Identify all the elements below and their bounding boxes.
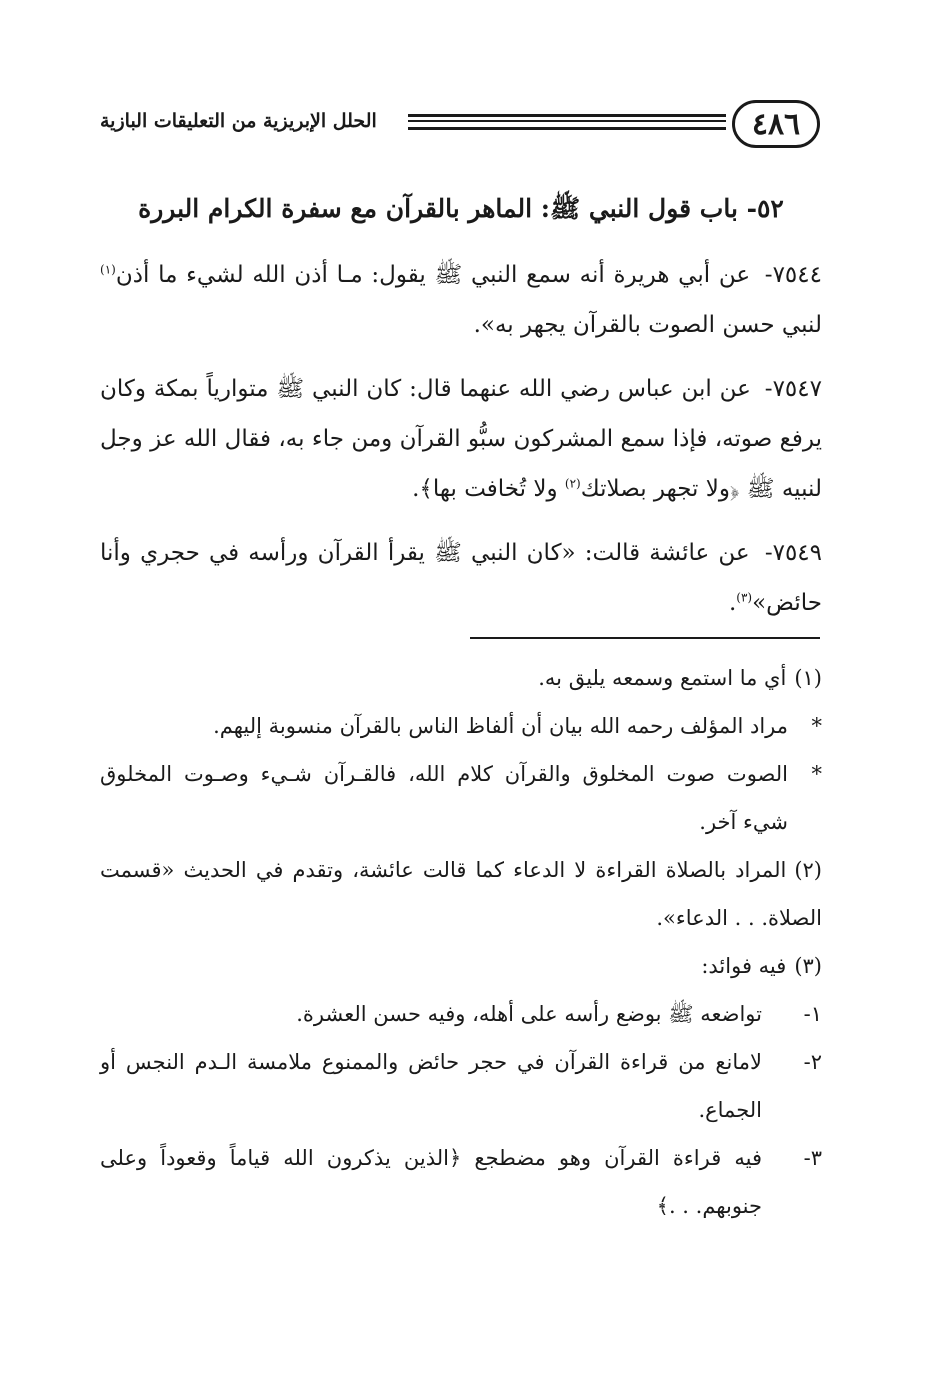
benefit-number: ١- (803, 1002, 822, 1026)
benefit-text: لامانع من قراءة القرآن في حجر حائض والممنوع ملامسة الـدم النجس أو الجماع. (100, 1050, 762, 1122)
hadith-7544 (100, 250, 822, 350)
footnote-text: فيه فوائد: (701, 954, 787, 978)
hadith-text-end: لنبي حسن الصوت بالقرآن يجهر به». (473, 312, 822, 338)
hadith-text: عن عائشة قالت: «كان النبي ﷺ يقرأ القرآن ورأسه في حجري وأنا حائض» (100, 540, 822, 616)
header-rule (408, 114, 726, 130)
footnote-star-item (100, 750, 822, 846)
footnote-marker: (٢) (794, 858, 822, 882)
star-marker: * (811, 762, 822, 786)
footnotes (100, 654, 822, 1230)
footnote-ref[interactable]: (١) (100, 262, 116, 277)
benefit-item (100, 1134, 822, 1230)
star-marker: * (811, 714, 822, 738)
footnote-ref[interactable]: (٢) (564, 476, 581, 491)
footnote-text: المراد بالصلاة القراءة لا الدعاء كما قالت عائشة، وتقدم في الحديث «قسمت الصلاة. . . الدعاء». (100, 858, 822, 930)
hadith-text-end: . (728, 590, 737, 616)
footnote-3 (100, 942, 822, 990)
page-number: ٤٨٦ (732, 100, 820, 148)
footnote-1 (100, 654, 822, 702)
footnote-marker: (٣) (794, 954, 822, 978)
hadith-text-end: ولا تُخافت بها﴾. (412, 476, 565, 502)
footnote-text: أي ما استمع وسمعه يليق به. (538, 666, 787, 690)
benefit-item (100, 1038, 822, 1134)
benefit-item (100, 990, 822, 1038)
benefit-number: ٣- (803, 1146, 822, 1170)
benefit-text: تواضعه ﷺ بوضع رأسه على أهله، وفيه حسن العشرة. (296, 1002, 762, 1026)
hadith-text: عن ابن عباس رضي الله عنهما قال: كان النبي ﷺ متوارياً بمكة وكان يرفع صوته، فإذا سمع المشركون سبُّو القرآن ومن جاء به، فقال الله عز وجل لنبيه ﷺ ﴿ولا تجهر بصلاتك (100, 376, 822, 502)
benefit-number: ٢- (803, 1050, 822, 1074)
book-title: الحلل الإبريزية من التعليقات البازية (100, 110, 377, 132)
footnote-ref[interactable]: (٣) (736, 590, 753, 605)
star-item-text: مراد المؤلف رحمه الله بيان أن ألفاظ الناس بالقرآن منسوبة إليهم. (213, 714, 788, 738)
hadith-number: ٧٥٤٩- (764, 540, 823, 566)
star-item-text: الصوت صوت المخلوق والقرآن كلام الله، فالقـرآن شـيء وصـوت المخلوق شيء آخر. (100, 762, 788, 834)
benefit-text: فيه قراءة القرآن وهو مضطجع ﴿الذين يذكرون الله قياماً وقعوداً وعلى جنوبهم. . .﴾ (100, 1146, 762, 1218)
footnote-2 (100, 846, 822, 942)
page-header (100, 100, 820, 156)
footnote-marker: (١) (794, 666, 822, 690)
footnote-divider (470, 637, 820, 639)
hadith-7549 (100, 528, 822, 628)
footnote-star-item (100, 702, 822, 750)
hadith-7547 (100, 364, 822, 514)
hadith-number: ٧٥٤٧- (764, 376, 822, 402)
main-content (100, 172, 822, 642)
hadith-text: عن أبي هريرة أنه سمع النبي ﷺ يقول: مـا أذن الله لشيء ما أذن (115, 262, 751, 288)
hadith-number: ٧٥٤٤- (764, 262, 822, 288)
chapter-title: ٥٢- باب قول النبي ﷺ: الماهر بالقرآن مع سفرة الكرام البررة (138, 194, 784, 223)
